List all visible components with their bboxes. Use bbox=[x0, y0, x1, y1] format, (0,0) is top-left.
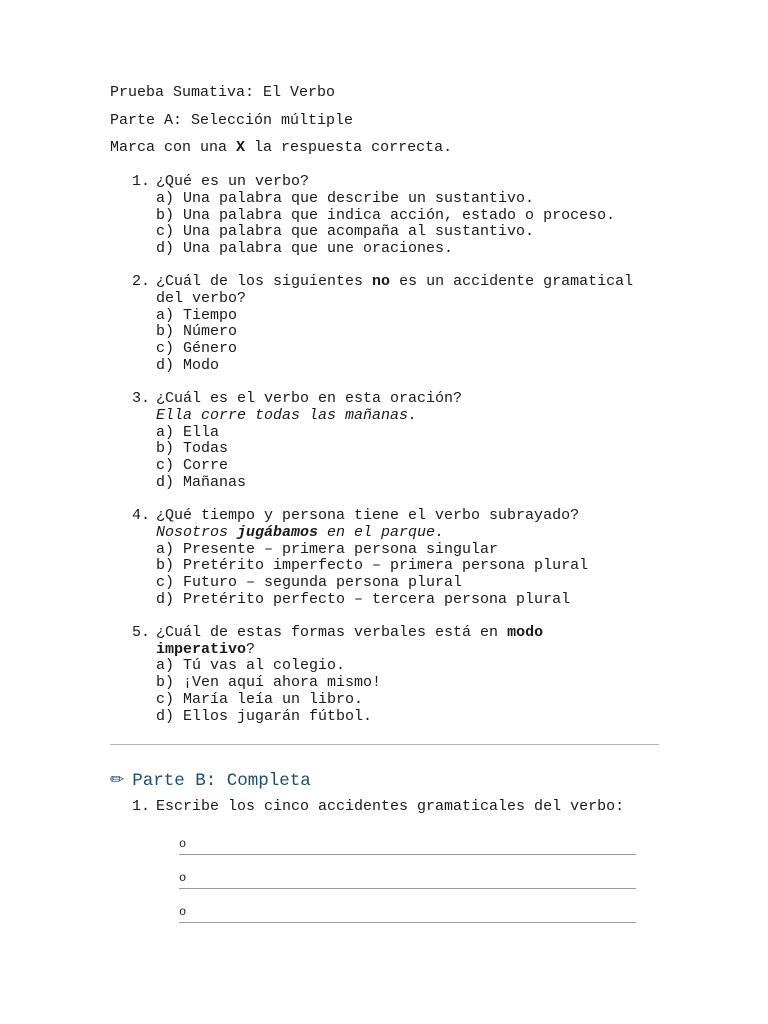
option-b[interactable]: b) Número bbox=[156, 323, 238, 341]
example-start: Nosotros bbox=[156, 523, 238, 541]
exam-page bbox=[110, 85, 660, 742]
question-5 bbox=[110, 625, 660, 725]
page-title: Prueba Sumativa: El Verbo bbox=[110, 84, 336, 101]
part-a-heading: Parte A: Selección múltiple bbox=[110, 111, 354, 129]
section-divider bbox=[110, 744, 659, 745]
question-emphasis-line2: imperativo bbox=[156, 640, 247, 658]
bullet: o bbox=[179, 905, 187, 919]
part-b-heading-text: Parte B: Completa bbox=[132, 771, 311, 791]
option-b[interactable]: b) ¡Ven aquí ahora mismo! bbox=[156, 674, 382, 692]
instruction-text-end: la respuesta correcta. bbox=[245, 139, 453, 157]
question-text: ¿Qué es un verbo? bbox=[156, 173, 310, 191]
question-number: 2. bbox=[132, 273, 151, 291]
option-a[interactable]: a) Tiempo bbox=[156, 306, 238, 324]
option-a[interactable]: a) Tú vas al colegio. bbox=[156, 657, 346, 675]
question-number: 1. bbox=[132, 173, 151, 191]
question-text-start: ¿Cuál de los siguientes bbox=[156, 273, 373, 291]
pencil-icon: ✏ bbox=[110, 770, 125, 790]
item-number: 1. bbox=[132, 798, 151, 815]
question-4 bbox=[110, 508, 660, 608]
instruction bbox=[110, 140, 660, 157]
question-text: ¿Qué tiempo y persona tiene el verbo subrayado? bbox=[156, 507, 580, 525]
instruction-mark: X bbox=[236, 139, 246, 157]
option-a[interactable]: a) Una palabra que describe un sustantivo. bbox=[156, 189, 535, 207]
question-emphasis: modo bbox=[507, 624, 544, 642]
question-text: ¿Cuál es el verbo en esta oración? bbox=[156, 390, 463, 408]
option-c[interactable]: c) María leía un libro. bbox=[156, 690, 364, 708]
bullet: o bbox=[179, 871, 187, 885]
part-b-item-1 bbox=[132, 799, 624, 816]
question-text-end: ? bbox=[246, 640, 256, 658]
option-b[interactable]: b) Una palabra que indica acción, estado o proceso. bbox=[156, 206, 616, 224]
question-text-end: es un accidente gramatical bbox=[390, 273, 634, 291]
option-c[interactable]: c) Corre bbox=[156, 457, 229, 475]
answer-line-1[interactable] bbox=[179, 837, 636, 855]
part-b-heading bbox=[110, 769, 311, 792]
question-number: 4. bbox=[132, 507, 151, 525]
question-number: 5. bbox=[132, 624, 151, 642]
question-text-line2: del verbo? bbox=[156, 290, 247, 308]
question-list bbox=[110, 174, 660, 725]
question-3 bbox=[110, 391, 660, 491]
example-sentence bbox=[156, 525, 660, 542]
option-d[interactable]: d) Modo bbox=[156, 356, 220, 374]
option-a[interactable]: a) Presente – primera persona singular bbox=[156, 540, 499, 558]
answer-line-2[interactable] bbox=[179, 871, 636, 889]
question-text-line2 bbox=[156, 642, 660, 659]
option-d[interactable]: d) Mañanas bbox=[156, 473, 247, 491]
question-text bbox=[156, 274, 660, 291]
question-text bbox=[156, 625, 660, 642]
option-b[interactable]: b) Pretérito imperfecto – primera persona plural bbox=[156, 557, 589, 575]
option-d[interactable]: d) Pretérito perfecto – tercera persona plural bbox=[156, 590, 571, 608]
option-c[interactable]: c) Futuro – segunda persona plural bbox=[156, 573, 463, 591]
option-d[interactable]: d) Una palabra que une oraciones. bbox=[156, 239, 454, 257]
option-b[interactable]: b) Todas bbox=[156, 440, 229, 458]
option-c[interactable]: c) Género bbox=[156, 340, 238, 358]
answer-line-3[interactable] bbox=[179, 905, 636, 923]
question-2 bbox=[110, 274, 660, 374]
question-1 bbox=[110, 174, 660, 258]
option-a[interactable]: a) Ella bbox=[156, 423, 220, 441]
bullet: o bbox=[179, 837, 187, 851]
question-number: 3. bbox=[132, 390, 151, 408]
item-text: Escribe los cinco accidentes gramaticales del verbo: bbox=[156, 798, 625, 815]
option-d[interactable]: d) Ellos jugarán fútbol. bbox=[156, 707, 373, 725]
example-verb: jugábamos bbox=[237, 523, 319, 541]
instruction-text: Marca con una bbox=[110, 139, 237, 157]
example-sentence: Ella corre todas las mañanas. bbox=[156, 406, 418, 424]
example-end: en el parque. bbox=[318, 523, 445, 541]
option-c[interactable]: c) Una palabra que acompaña al sustantivo. bbox=[156, 223, 535, 241]
question-emphasis: no bbox=[372, 273, 391, 291]
question-text-start: ¿Cuál de estas formas verbales está en bbox=[156, 624, 508, 642]
